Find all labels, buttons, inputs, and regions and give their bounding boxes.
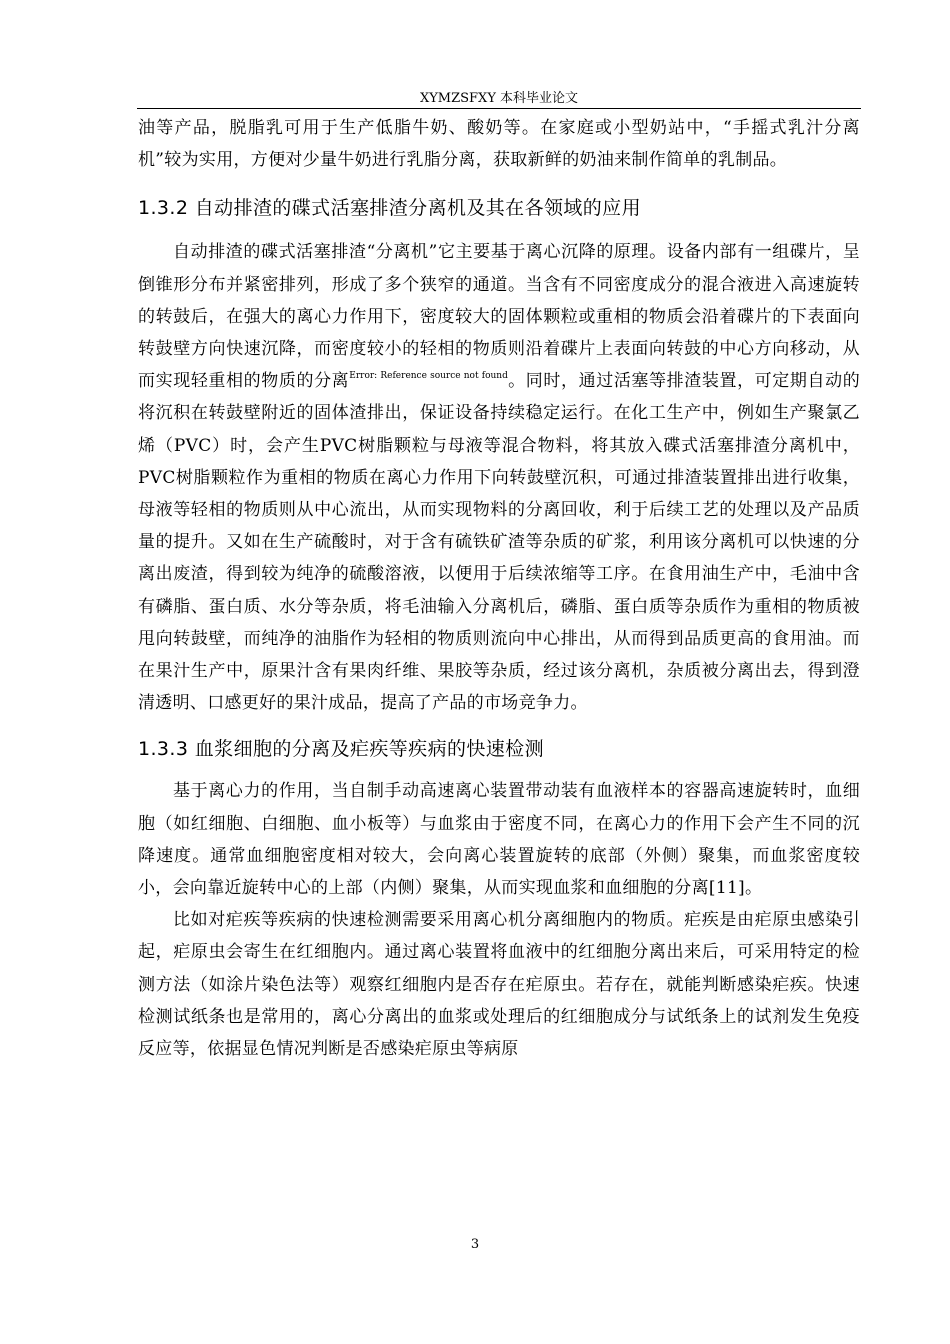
- section-heading-1-3-2: 1.3.2 自动排渣的碟式活塞排渣分离机及其在各领域的应用: [138, 197, 641, 220]
- reference-error-text: Error: Reference source not found: [349, 371, 508, 382]
- section-heading-1-3-3: 1.3.3 血浆细胞的分离及疟疾等疾病的快速检测: [138, 738, 544, 761]
- header-rule: [137, 108, 861, 109]
- paragraph-disc-separator: [138, 236, 860, 719]
- document-body: [138, 112, 860, 1065]
- paragraph-continued: 油等产品，脱脂乳可用于生产低脂牛奶、酸奶等。在家庭或小型奶站中，“手摇式乳汁分离机”较为实用，方便对少量牛奶进行乳脂分离，获取新鲜的奶油来制作简单的乳制品。: [138, 118, 860, 171]
- paragraph-text-part2: 。同时，通过活塞等排渣装置，可定期自动的将沉积在转鼓壁附近的固体渣排出，保证设备持续稳定运行。在化工生产中，例如生产聚氯乙烯（PVC）时，会产生PVC树脂颗粒与母液等混合物料，将其放入碟式活塞排渣分离机中，PVC树脂颗粒作为重相的物质在离心力作用下向转鼓壁沉积，可通过排渣装置排出进行收集，母液等轻相的物质则从中心流出，从而实现物料的分离回收，利于后续工艺的处理以及产品质量的提升。又如在生产硫酸时，对于含有硫铁矿渣等杂质的矿浆，利用该分离机可以快速的分离出废渣，得到较为纯净的硫酸溶液，以便用于后续浓缩等工序。在食用油生产中，毛油中含有磷脂、蛋白质、水分等杂质，将毛油输入分离机后，磷脂、蛋白质等杂质作为重相的物质被甩向转鼓壁，而纯净的油脂作为轻相的物质则流向中心排出，从而得到品质更高的食用油。而在果汁生产中，原果汁含有果肉纤维、果胶等杂质，经过该分离机，杂质被分离出去，得到澄清透明、口感更好的果汁成品，提高了产品的市场竞争力。: [138, 371, 861, 714]
- paragraph-text-part1: 自动排渣的碟式活塞排渣“分离机”它主要基于离心沉降的原理。设备内部有一组碟片，呈倒锥形分布并紧密排列，形成了多个狭窄的通道。当含有不同密度成分的混合液进入高速旋转的转鼓后，在强大的离心力作用下，密度较大的固体颗粒或重相的物质会沿着碟片的下表面向转鼓壁方向快速沉降，而密度较小的轻相的物质则沿着碟片上表面向转鼓的中心方向移动，从而实现轻重相的物质的分离: [138, 242, 860, 392]
- page-number: 3: [470, 1237, 480, 1252]
- running-header: XYMZSFXY 本科毕业论文: [419, 91, 579, 106]
- paragraph-malaria-detection: 比如对疟疾等疾病的快速检测需要采用离心机分离细胞内的物质。疟疾是由疟原虫感染引起，疟原虫会寄生在红细胞内。通过离心装置将血液中的红细胞分离出来后，可采用特定的检测方法（如涂片染色法等）观察红细胞内是否存在疟原虫。若存在，就能判断感染疟疾。快速检测试纸条也是常用的，离心分离出的血浆或处理后的红细胞成分与试纸条上的试剂发生免疫反应等，依据显色情况判断是否感染疟原虫等病原: [138, 910, 860, 1060]
- paragraph-blood-separation: 基于离心力的作用，当自制手动高速离心装置带动装有血液样本的容器高速旋转时，血细胞（如红细胞、白细胞、血小板等）与血浆由于密度不同，在离心力的作用下会产生不同的沉降速度。通常血细胞密度相对较大，会向离心装置旋转的底部（外侧）聚集，而血浆密度较小，会向靠近旋转中心的上部（内侧）聚集，从而实现血浆和血细胞的分离[11]。: [138, 781, 860, 899]
